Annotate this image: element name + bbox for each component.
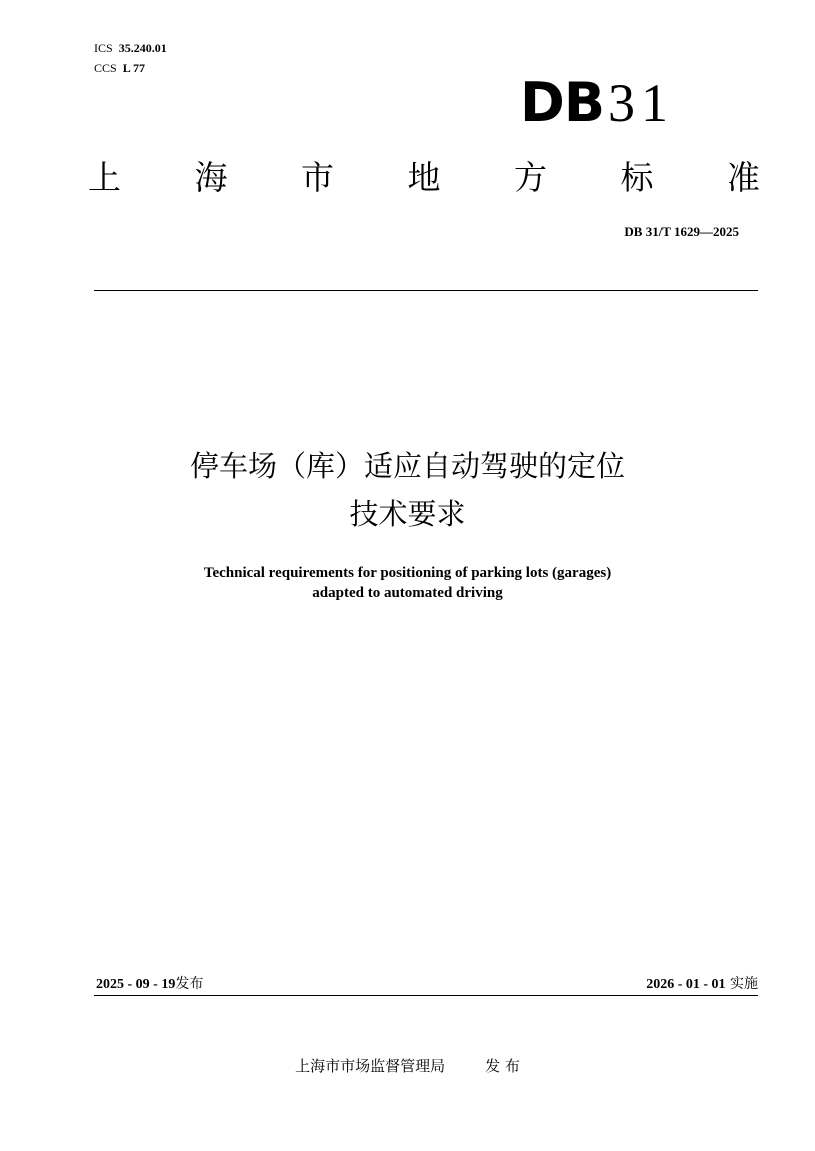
- db-mark-number: 31: [607, 73, 674, 133]
- publish-date-value: 2025 - 09 - 19: [96, 977, 176, 992]
- standard-type-char: 市: [301, 158, 334, 197]
- standard-type-char: 地: [407, 158, 441, 197]
- standard-number: DB 31/T 1629—2025: [624, 224, 739, 239]
- standard-type-heading: [88, 158, 760, 198]
- standard-type-char: 上: [88, 158, 121, 197]
- title-cn-line-2: 技术要求: [349, 497, 466, 531]
- ics-classification: [94, 41, 167, 55]
- db-mark-letters: DB: [520, 71, 604, 134]
- ccs-classification: [94, 61, 145, 75]
- document-title-english: [0, 563, 815, 603]
- implement-label: 实施: [730, 976, 758, 992]
- issuer-action: 发 布: [485, 1057, 520, 1075]
- ics-code: 35.240.01: [118, 41, 167, 55]
- ccs-label: CCS: [94, 61, 117, 75]
- issuer-name: 上海市市场监督管理局: [295, 1057, 446, 1075]
- title-en-line-2: adapted to automated driving: [312, 585, 503, 601]
- issuing-authority: [0, 1056, 815, 1076]
- publish-label: 发布: [175, 976, 204, 992]
- publish-date: [96, 975, 203, 994]
- implement-date: [646, 975, 758, 994]
- ccs-code: L 77: [122, 61, 146, 75]
- standard-type-char: 海: [194, 158, 228, 197]
- standard-type-char: 方: [514, 158, 547, 197]
- standard-type-char: 准: [727, 158, 760, 197]
- title-cn-line-1: 停车场（库）适应自动驾驶的定位: [189, 449, 625, 483]
- standard-type-char: 标: [620, 158, 654, 197]
- ics-label: ICS: [94, 41, 113, 55]
- bottom-divider: [94, 995, 758, 996]
- document-title-chinese: [0, 442, 815, 538]
- title-en-line-1: Technical requirements for positioning of parking lots (garages): [203, 565, 612, 581]
- implement-date-value: 2026 - 01 - 01: [646, 977, 726, 992]
- db-standard-mark: [520, 70, 674, 136]
- top-divider: [94, 290, 758, 291]
